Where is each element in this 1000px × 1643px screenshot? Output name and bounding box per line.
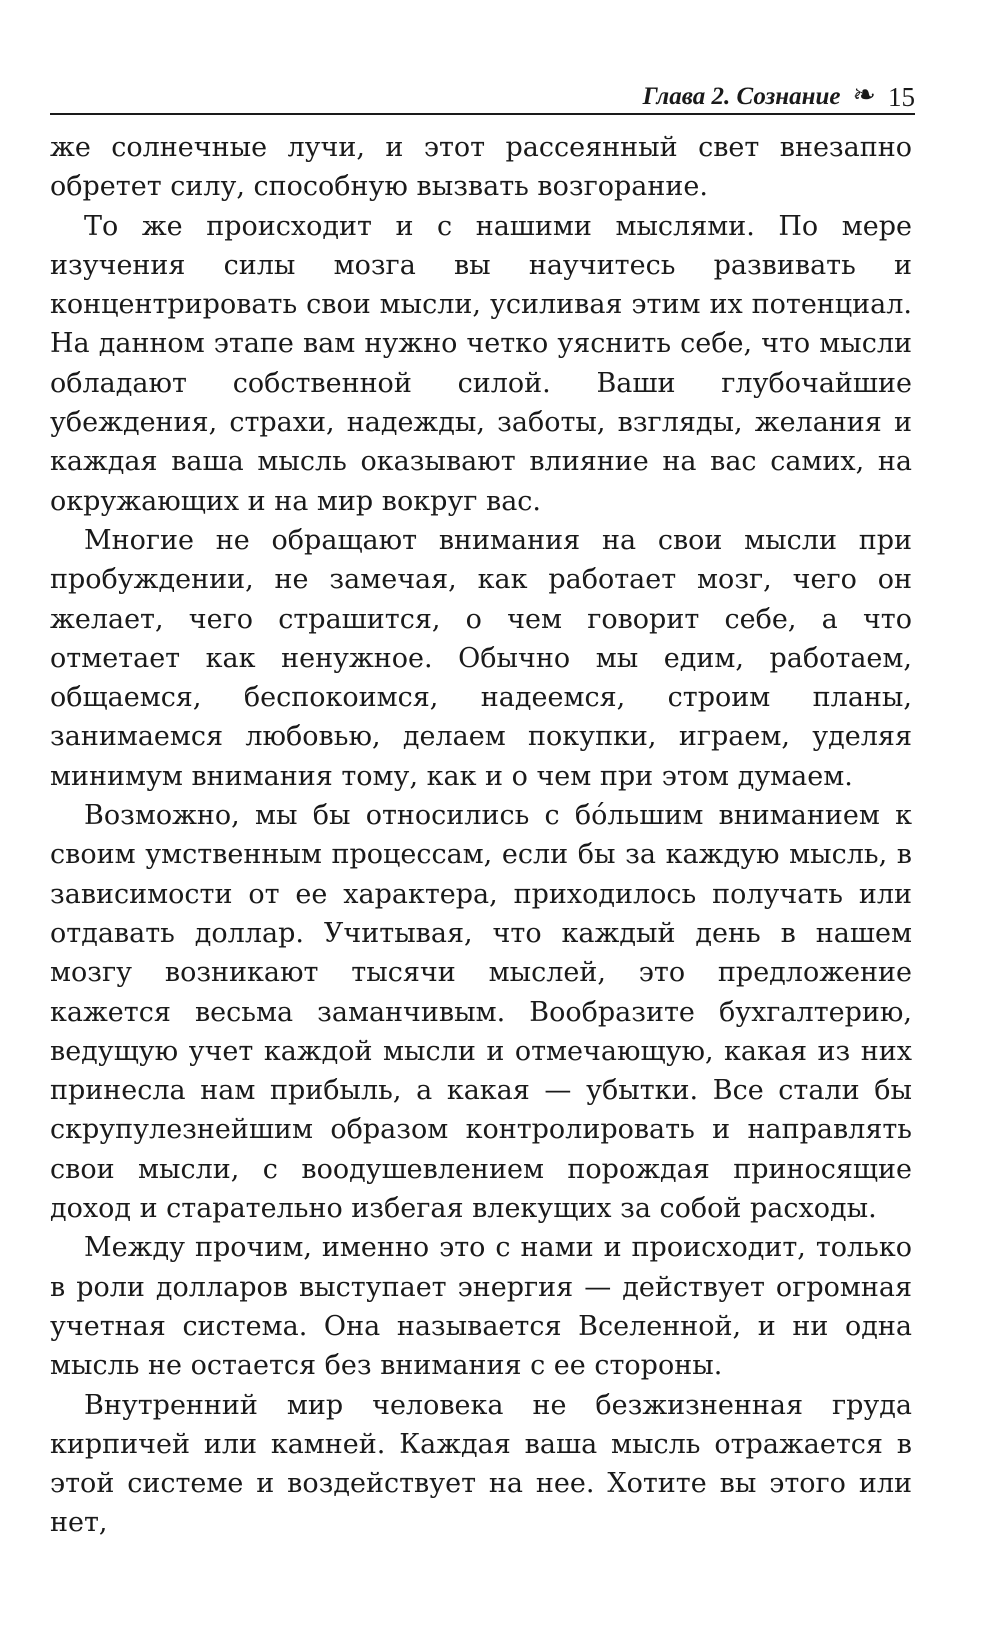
page-number: 15 bbox=[888, 82, 915, 112]
body-text bbox=[50, 128, 912, 1543]
ornament-icon: ❧ bbox=[852, 80, 876, 111]
header-rule bbox=[50, 113, 915, 115]
paragraph: Между прочим, именно это с нами и происходит, только в роли долларов выступает энергия — действует огромная учетная система. Она называется Вселенной, и ни одна мысль не остается без внимания с ее стороны. bbox=[50, 1232, 912, 1382]
paragraph: Возможно, мы бы относились с бо́льшим вниманием к своим умственным процессам, если бы за каждую мысль, в зависимости от ее характера, приходилось получать или отдавать доллар. Учитывая, что каждый день в нашем мозгу возникают тысячи мыслей, это предложение кажется весьма заманчивым. Вообразите бухгалтерию, ведущую учет каждой мысли и отмечающую, какая из них принесла нам прибыль, а какая — убытки. Все стали бы скрупулезнейшим образом контролировать и направлять свои мысли, с воодушевлением порождая приносящие доход и старательно избегая влекущих за собой расходы. bbox=[50, 800, 912, 1225]
paragraph: же солнечные лучи, и этот рассеянный свет внезапно обретет силу, способную вызвать возгорание. bbox=[50, 132, 912, 203]
paragraph: Внутренний мир человека не безжизненная груда кирпичей или камней. Каждая ваша мысль отражается в этой системе и воздействует на нее. Хотите вы этого или нет, bbox=[50, 1389, 912, 1539]
paragraph: Многие не обращают внимания на свои мысли при пробуждении, не замечая, как работает мозг, чего он желает, чего страшится, о чем говорит себе, а что отметает как ненужное. Обычно мы едим, работаем, общаемся, беспокоимся, надеемся, строим планы, занимаемся любовью, делаем покупки, играем, уделяя минимум внимания тому, как и о чем при этом думаем. bbox=[50, 524, 912, 792]
paragraph: То же происходит и с нашими мыслями. По мере изучения силы мозга вы научитесь развивать и концентрировать свои мысли, усиливая этим их потенциал. На данном этапе вам нужно четко уяснить себе, что мысли обладают собственной силой. Ваши глубочайшие убеждения, страхи, надежды, заботы, взгляды, желания и каждая ваша мысль оказывают влияние на вас самих, на окружающих и на мир вокруг вас. bbox=[50, 210, 912, 517]
running-head bbox=[50, 70, 915, 112]
chapter-title: Глава 2. Сознание bbox=[642, 83, 841, 110]
